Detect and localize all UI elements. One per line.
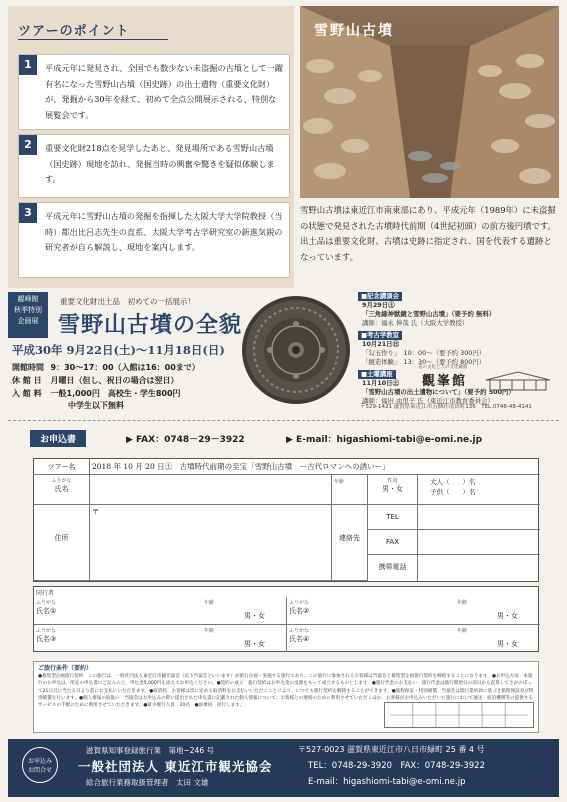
info-value: 9：30〜17：00（入館は16：00まで） bbox=[50, 363, 200, 372]
companions-label: 同行者 bbox=[36, 590, 55, 597]
tour-value: 2018 年 10 月 20 日㊏ 古墳時代前期の至宝「雪野山古墳 ー古代ロマンへの誘いー」 bbox=[90, 459, 540, 475]
contact-badge bbox=[22, 747, 58, 783]
age-field[interactable] bbox=[332, 475, 368, 505]
footer bbox=[8, 739, 559, 797]
museum-address: 〒529-1421 滋賀県東近江市五個荘竜田町136 TEL.0748-48-4141 bbox=[360, 404, 532, 410]
point-text: 重要文化財218点を見学したあと、発見場所である雪野山古墳（国史跡）現地を訪れ、発掘当時の興奮や驚きを疑似体験します。 bbox=[45, 143, 275, 184]
companion-name-label: 氏名④ bbox=[289, 635, 310, 643]
lecture-heading: ■記念講演会 bbox=[358, 292, 402, 301]
companion-row[interactable] bbox=[34, 597, 287, 625]
companion-row[interactable] bbox=[287, 625, 540, 652]
talk-speaker: 講師：福田 由里子 氏（東近江市教育委員会） bbox=[362, 397, 494, 405]
terms-title: ご旅行条件（要約） bbox=[38, 665, 93, 672]
sex-options: 男・女 bbox=[497, 640, 518, 648]
terms-text: ●募集型企画旅行契約 この旅行は、一般社団法人東近江市観光協会（以下当協会といいます）が旅行企画・実施する旅行であり、この旅行に参加されるお客様は当協会と募集型企画旅行契約を締結することになります。●お申込方法 本旅行のお申込は、所定の申込書にご記入の上、申込金5,000円を添えてお申込ください。●契約の成立 旅行契約はお申込金の受理をもって成立するものとします。●旅行代金のお支払い 旅行代金は旅行開始日の前日から起算してさかのぼって21日目に当たる日より前にお支払いいただきます。●取消料 お客様は次に定める取消料をお支払いいただくことにより、いつでも旅行契約を解除することができます。●旅程保証・特別補償 当協会は旅行業約款に基づき旅程保証及び特別補償を行います。●個人情報の取扱い 当協会はお申込みの際に提出された申込書に記載された個人情報について、お客様との連絡のために利用させていただくほか、お客様がお申込みいただいた旅行において運送・宿泊機関等の提供するサービスの手配のために利用させていただきます。●最少催行人員 20名 ●添乗員 同行します。 bbox=[38, 674, 534, 709]
badge-line: 企画展 bbox=[17, 317, 39, 325]
talk-heading: ■土曜講座 bbox=[358, 370, 396, 379]
event-section bbox=[8, 292, 559, 414]
point-item bbox=[18, 202, 290, 278]
fax-label: FAX bbox=[368, 530, 418, 555]
point-item bbox=[18, 54, 290, 130]
title-underline bbox=[18, 39, 168, 40]
info-row-free: 中学生以下無料 bbox=[68, 401, 124, 410]
info-value: 一般1,000円 高校生・学生800円 bbox=[50, 389, 181, 398]
organizer-phone: TEL：0748-29-3920 FAX：0748-29-3922 bbox=[308, 761, 485, 771]
museum-tagline: 書の文化と人の文化観館 bbox=[418, 365, 468, 370]
furigana-label: ふりがな bbox=[289, 600, 310, 606]
point-item bbox=[18, 134, 290, 198]
name-field[interactable] bbox=[90, 475, 332, 505]
class-item: 「勾玉作り」 10：00〜（要予約 300円） bbox=[362, 349, 486, 357]
point-text: 平成元年に雪野山古墳の発掘を指揮した大阪大学大学院教授（当時）都出比呂志先生の直系、大阪大学考古学研究室の新進気鋭の研究者が自ら解説し、現地を案内します。 bbox=[45, 211, 283, 252]
sex-options: 男・女 bbox=[497, 612, 518, 620]
sex-options: 男・女 bbox=[244, 612, 265, 620]
name-label-cell bbox=[34, 475, 90, 505]
companions-section bbox=[33, 586, 539, 652]
manager-name: 総合旅行業務取扱管理者 太田 文雄 bbox=[86, 778, 209, 787]
point-number: 1 bbox=[19, 55, 37, 75]
age-label: 年齢 bbox=[204, 628, 215, 634]
class-item: 「鏡造体験」 13：30〜（要予約 800円） bbox=[362, 358, 486, 366]
companion-row[interactable] bbox=[287, 597, 540, 625]
photo-label: 雪野山古墳 bbox=[314, 23, 394, 39]
talk-date: 11月10日㊏ bbox=[362, 379, 399, 387]
adult-count: 大人（ ）名 bbox=[430, 478, 476, 486]
furigana-label: ふりがな bbox=[51, 478, 72, 484]
email-address[interactable]: ▶ E-mail：higashiomi-tabi@e-omi.ne.jp bbox=[286, 435, 483, 445]
tel-field[interactable] bbox=[418, 505, 540, 530]
info-row-admission bbox=[12, 388, 181, 399]
badge-line: お申込み bbox=[27, 758, 52, 765]
exhibition-dates: 平成30年 9月22日(土)〜11月18日(日) bbox=[12, 343, 225, 357]
info-row-closed bbox=[12, 375, 179, 386]
age-label: 年齢 bbox=[204, 600, 215, 606]
furigana-label: ふりがな bbox=[289, 628, 310, 634]
furigana-label: ふりがな bbox=[36, 628, 57, 634]
application-form bbox=[33, 458, 539, 582]
mobile-label: 携帯電話 bbox=[368, 555, 418, 581]
bronze-mirror-image bbox=[240, 294, 352, 406]
badge-line: 秋季特別 bbox=[14, 306, 42, 314]
sex-label: 性別 bbox=[387, 478, 398, 484]
age-label: 年齢 bbox=[334, 479, 345, 485]
lecture-date: 9月29日㊏ bbox=[362, 301, 395, 309]
museum-name: 觀峯館 bbox=[422, 374, 468, 389]
tel-label: TEL bbox=[368, 505, 418, 530]
age-label: 年齢 bbox=[457, 600, 468, 606]
lecture-title: 「三角縁神獣鏡と雪野山古墳」（要予約 無料） bbox=[362, 310, 496, 318]
info-key: 開館時間 bbox=[12, 363, 44, 372]
class-heading: ■考古学教室 bbox=[358, 331, 402, 340]
sex-options: 男・女 bbox=[382, 485, 403, 493]
address-field[interactable] bbox=[90, 505, 332, 581]
cancellation-table bbox=[384, 702, 534, 728]
exhibition-title: 雪野山古墳の全貌 bbox=[58, 312, 243, 338]
tour-label: ツアー名 bbox=[34, 459, 90, 475]
organizer-address: 〒527-0023 滋賀県東近江市八日市緑町 25 番 4 号 bbox=[298, 745, 485, 754]
excavation-photo bbox=[300, 6, 559, 198]
museum-building-icon bbox=[482, 370, 554, 392]
cut-line bbox=[8, 420, 559, 421]
address-label: 住所 bbox=[34, 505, 90, 581]
tour-points-panel bbox=[8, 6, 294, 288]
child-count: 子供（ ）名 bbox=[430, 488, 476, 496]
info-key: 休 館 日 bbox=[12, 376, 42, 385]
top-section bbox=[8, 6, 559, 288]
sex-options: 男・女 bbox=[244, 640, 265, 648]
point-number: 3 bbox=[19, 203, 37, 223]
organizer-name: 一般社団法人 東近江市観光協会 bbox=[78, 759, 273, 774]
points-title: ツアーのポイント bbox=[18, 24, 130, 39]
furigana-label: ふりがな bbox=[36, 600, 57, 606]
name-label: 氏名 bbox=[54, 485, 69, 493]
mobile-field[interactable] bbox=[418, 555, 540, 581]
info-value: 月曜日（但し、祝日の場合は翌日） bbox=[50, 376, 179, 385]
sex-field[interactable] bbox=[368, 475, 418, 505]
museum-logo bbox=[418, 364, 558, 394]
companion-row[interactable] bbox=[34, 625, 287, 652]
companion-name-label: 氏名② bbox=[289, 607, 310, 615]
organizer-email[interactable]: E-mail：higashiomi-tabi@e-omi.ne.jp bbox=[308, 777, 466, 787]
info-key: 入 館 料 bbox=[12, 389, 42, 398]
badge-line: 観峰館 bbox=[17, 295, 39, 303]
companion-name-label: 氏名① bbox=[36, 607, 57, 615]
lecture-speaker: 講師：福永 伸哉 氏（大阪大学教授） bbox=[362, 319, 469, 327]
badge-line: お問合せ bbox=[27, 767, 52, 774]
photo-caption: 雪野山古墳は東近江市南東部にあり、平成元年（1989年）に未盗掘の状態で発見された古墳時代前期（4世紀初頭）の前方後円墳です。出土品は重要文化財、古墳は史跡に指定され、国を代表する遺跡となっています。 bbox=[300, 205, 556, 262]
point-number: 2 bbox=[19, 135, 37, 155]
fax-number: ▶ FAX：0748－29－3922 bbox=[126, 435, 245, 445]
postal-mark: 〒 bbox=[92, 508, 99, 516]
companion-name-label: 氏名③ bbox=[36, 635, 57, 643]
class-date: 10月21日㊐ bbox=[362, 340, 399, 348]
form-header bbox=[8, 430, 559, 448]
info-row-hours bbox=[12, 362, 200, 373]
contact-label: 連絡先 bbox=[332, 505, 368, 581]
exhibition-badge bbox=[8, 292, 48, 338]
party-count-field[interactable] bbox=[418, 475, 540, 505]
talk-title: 「雪野山古墳の出土遺物について」（要予約 500円） bbox=[362, 388, 515, 396]
age-label: 年齢 bbox=[457, 628, 468, 634]
form-tag: お申込書 bbox=[30, 430, 86, 447]
point-text: 平成元年に発見され、全国でも数少ない未盗掘の古墳として一躍有名になった雪野山古墳（国史跡）の出土遺物（重要文化財）が、発掘から30年を経て、初めて全点公開展示される、特別な展覧会です。 bbox=[45, 63, 283, 120]
exhibition-subhead: 重要文化財出土品 初めての一括展示！ bbox=[60, 297, 195, 306]
fax-field[interactable] bbox=[418, 530, 540, 555]
travel-terms bbox=[33, 661, 539, 733]
registration-number: 滋賀県知事登録旅行業 第地−246 号 bbox=[86, 746, 214, 755]
